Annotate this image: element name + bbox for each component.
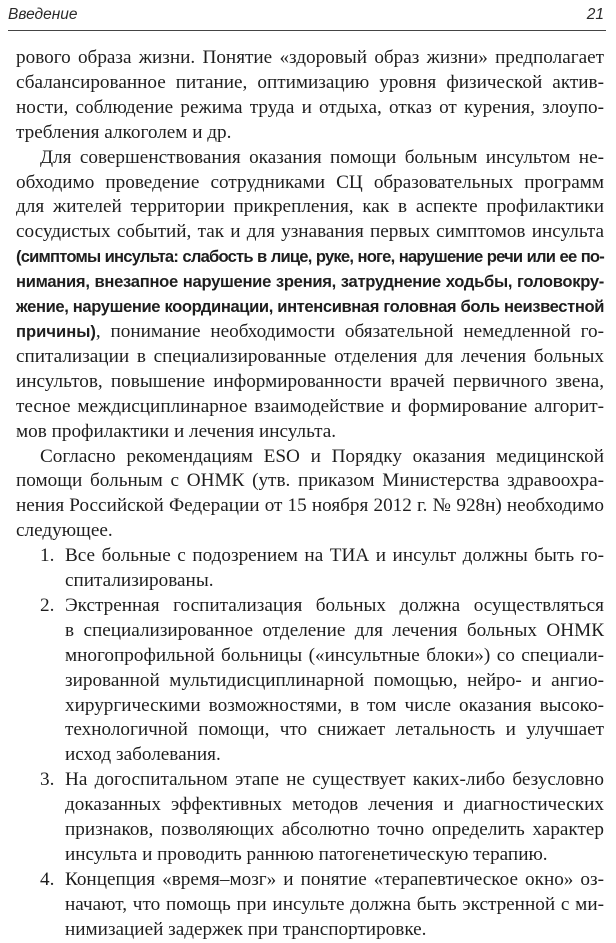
bold-text-line: жение, нарушение координации, интенсивная головная боль неизвестной [16,297,604,317]
text-line: помощи больным с ОНМК (утв. приказом Министерства здравоохра- [16,470,604,492]
text-line: в специализированное отделение для лечения больных ОНМК [65,619,604,641]
text-line: мов профилактики и лечения инсульта. [16,420,337,442]
text-line: На догоспитальном этапе не существует каких-либо безусловно [65,769,604,791]
text-line: исход заболевания. [65,744,221,766]
paragraph-3 [16,445,604,545]
text-line: Согласно рекомендациям ESO и Порядку оказания медицинской [40,445,604,467]
text-line: для жителей территории прикрепления, как в аспекте профилактики [16,196,604,218]
text-line: следующее. [16,520,113,542]
text-line: инсультов, повышение информированности врачей первичного звена, [16,370,604,392]
list-item [16,594,604,768]
text-line: спитализации в специализированные отделения для лечения больных [16,345,604,367]
page-number: 21 [586,6,604,23]
text-line: нения Российской Федерации от 15 ноября 2012 г. № 928н) необходимо [16,495,604,517]
paragraph-1 [16,46,604,146]
list-item [16,544,604,594]
list-item [16,768,604,868]
text-line [16,320,604,345]
text-line: спитализированы. [65,570,214,592]
text-line: многопрофильной больницы («инсультные блоки») со специали- [65,644,604,666]
text-line: Концепция «время–мозг» и понятие «терапевтическое окно» оз- [65,868,604,890]
text-line: Экстренная госпитализация больных должна осуществляться [65,594,604,616]
text-line: обходимо проведение сотрудниками СЦ образовательных программ [16,171,604,193]
text-line: нимизацией задержек при транспортировке. [65,918,427,940]
text-line: зированной мультидисциплинарной помощью, нейро- и ангио- [65,669,604,691]
text-line: Для совершенствования оказания помощи больным инсультом не- [40,146,604,168]
list-number: 4. [40,868,55,890]
page-body [16,46,604,943]
text-line: рового образа жизни. Понятие «здоровый образ жизни» предполагает [16,47,604,68]
text-line: сосудистых событий, так и для узнавания первых симптомов инсульта [16,221,604,243]
text-line: ности, соблюдение режима труда и отдыха, отказ от курения, злоупо- [16,96,604,118]
text-line: начают, что помощь при инсульте должна быть экстренной с ми- [65,893,604,915]
text-run: , понимание необходимости обязательной немедленной го- [95,320,604,342]
list-item [16,868,604,943]
text-line: Все больные с подозрением на ТИА и инсульт должны быть го- [65,545,604,567]
running-header [8,4,606,31]
text-line: тесное междисциплинарное взаимодействие и формирование алгорит- [16,395,604,417]
text-line: признаков, позволяющих абсолютно точно определить характер [65,819,604,841]
bold-text-run: причины) [16,321,96,341]
list-number: 3. [40,769,55,791]
text-line: сбалансированное питание, оптимизацию уровня физической актив- [16,71,604,93]
bold-text-line: нимания, внезапное нарушение зрения, затруднение ходьбы, головокру- [16,272,604,292]
numbered-list [16,544,604,943]
text-line: хирургическими возможностями, в том числе оказания высоко- [65,694,604,716]
text-line: технологичной помощи, что снижает летальность и улучшает [65,719,604,741]
paragraph-2 [16,146,604,445]
bold-text-line: (симптомы инсульта: слабость в лице, руке, ноге, нарушение речи или ее по- [16,247,604,267]
list-number: 2. [40,594,55,616]
list-number: 1. [40,545,55,567]
text-line: доказанных эффективных методов лечения и диагностических [65,794,604,816]
text-line: инсульта и проводить раннюю патогенетическую терапию. [65,844,548,865]
text-line: требления алкоголем и др. [16,121,232,143]
section-title: Введение [8,6,78,23]
